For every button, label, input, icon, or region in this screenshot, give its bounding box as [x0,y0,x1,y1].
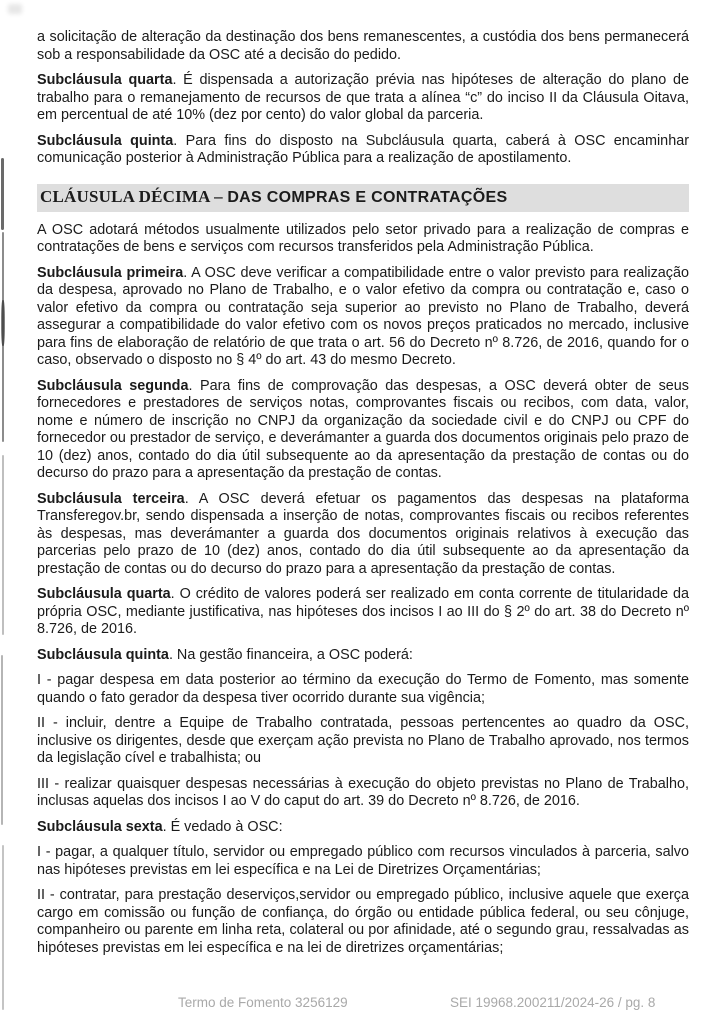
scan-edge-mark [2,455,4,635]
paragraph-text: III - realizar quaisquer despesas necessárias à execução do objeto previstas no Plano de Trabalho, inclusas aquelas dos incisos I ao V do caput do art. 39 do Decreto nº 8.726, de 2016. [37,775,689,809]
paragraph-lead: Subcláusula primeira [37,264,184,281]
paragraph-text: . É vedado à OSC: [162,818,283,835]
paragraph-subclausula-quarta-2 [37,586,689,639]
paragraph-lead: Subcláusula quarta [37,72,173,88]
paragraph-subclausula-sexta [37,819,689,837]
paragraph-subclausula-quinta [37,133,689,168]
clause-heading [37,184,689,212]
scan-edge-mark [1,655,3,825]
paragraph-text: . Para fins de comprovação das despesas, a OSC deverá obter de seus fornecedores e prestadores de serviços notas, comprovantes fiscais ou recibos, com data, valor, nome e número de inscrição no CNPJ da organização da sociedade civil e do CNPJ ou CPF do fornecedor ou prestador de serviço, e deverámanter a guarda dos documentos originais pelo prazo de 10 (dez) anos, contado do dia útil subsequente ao da apresentação da prestação de contas ou do decurso do prazo para a apresentação da prestação de contas. [37,377,689,481]
paragraph-subclausula-quinta-2 [37,647,689,665]
scan-edge-mark [1,158,4,230]
paragraph-text: II - contratar, para prestação deserviços,servidor ou empregado público, inclusive aquele que exerça cargo em comissão ou função de confiança, do órgão ou entidade pública federal, ou seu cônjuge, companheiro ou parente em linha reta, colateral ou por afinidade, até o segundo grau, ressalvadas as hipóteses previstas em lei específica e na lei de diretrizes orçamentárias; [37,887,689,956]
paragraph-text: II - incluir, dentre a Equipe de Trabalho contratada, pessoas pertencentes ao quadro da OSC, inclusive os dirigentes, desde que exerçam ação prevista no Plano de Trabalho aprovado, nos termos da legislação cível e trabalhista; ou [37,715,689,766]
paragraph-lead: Subcláusula terceira [37,490,185,507]
paragraph-lead: Subcláusula quarta [37,586,171,602]
paragraph-text: . A OSC deverá efetuar os pagamentos das despesas na plataforma Transferegov.br, sendo dispensada a inserção de notas, comprovantes fiscais ou recibos referentes às despesas, mas deverámanter a guarda dos documentos originais relativos à execução das parcerias pelo prazo de 10 (dez) anos, contado do dia útil subsequente ao da apresentação da prestação de contas ou do decurso do prazo para a apresentação da prestação de contas. [37,490,689,577]
paragraph-lead: Subcláusula sexta [37,818,163,835]
scan-smudge-top-left [8,4,22,14]
paragraph-subclausula-quarta [37,72,689,125]
paragraph-text: . O crédito de valores poderá ser realizado em conta corrente de titularidade da própria OSC, mediante justificativa, nas hipóteses dos incisos I ao III do § 2º do art. 38 do Decreto nº 8.726, de 2016. [37,586,689,637]
scan-edge-mark [2,845,4,1010]
paragraph-subclausula-segunda [37,378,689,483]
footer-sei-page-reference: SEI 19968.200211/2024-26 / pg. 8 [450,995,656,1010]
paragraph-text: I - pagar, a qualquer título, servidor ou empregado público com recursos vinculados à parceria, salvo nas hipóteses previstas em lei específica e na Lei de Diretrizes Orçamentárias; [37,844,689,878]
paragraph-subclausula-terceira [37,491,689,579]
paragraph-subclausula-primeira [37,265,689,370]
paragraph-text: I - pagar despesa em data posterior ao término da execução do Termo de Fomento, mas somente quando o fato gerador da despesa tiver ocorrido durante sua vigência; [37,672,689,706]
paragraph-text: . A OSC deve verificar a compatibilidade entre o valor previsto para realização da despesa, aprovado no Plano de Trabalho, e o valor efetivo da compra ou contratação e, caso o valor efetivo da compra ou contratação seja superior ao previsto no Plano de Trabalho, deverá assegurar a compatibilidade do valor efetivo com os novos preços praticados no mercado, inclusive para fins de elaboração de relatório de que trata o art. 56 do Decreto nº 8.726, de 2016, quando for o caso, observado o disposto no § 4º do art. 43 do mesmo Decreto. [37,264,690,368]
paragraph-vedacao-ii [37,887,689,957]
clause-heading-number: CLÁUSULA DÉCIMA – [40,186,223,206]
paragraph-lead: Subcláusula segunda [37,377,189,394]
paragraph-inciso-iii [37,776,689,811]
paragraph-text: . É dispensada a autorização prévia nas hipóteses de alteração do plano de trabalho para o remanejamento de recursos de que trata a alínea “c” do inciso II da Cláusula Oitava, em percentual de até 10% (dez por cento) do valor global da parceria. [37,72,689,123]
footer-document-reference: Termo de Fomento 3256129 [178,995,348,1010]
paragraph-lead: Subcláusula quinta [37,646,169,663]
paragraph-text: . Para fins do disposto na Subcláusula quarta, caberá à OSC encaminhar comunicação posterior à Administração Pública para a realização de apostilamento. [37,132,689,166]
clause-heading-title: DAS COMPRAS E CONTRATAÇÕES [227,188,508,206]
paragraph-text: A OSC adotará métodos usualmente utilizados pelo setor privado para a realização de compras e contratações de bens e serviços com recursos transferidos pela Administração Pública. [37,221,689,255]
document-body [37,29,689,965]
paragraph-text: . Na gestão financeira, a OSC poderá: [168,646,413,663]
paragraph-inciso-ii [37,715,689,768]
scan-edge-mark [1,300,5,346]
paragraph-text: a solicitação de alteração da destinação dos bens remanescentes, a custódia dos bens permanecerá sob a responsabilidade da OSC até a decisão do pedido. [37,29,689,63]
paragraph-clause-intro [37,222,689,257]
paragraph-continuation [37,29,689,64]
paragraph-vedacao-i [37,844,689,879]
paragraph-inciso-i [37,672,689,707]
paragraph-lead: Subcláusula quinta [37,132,174,149]
